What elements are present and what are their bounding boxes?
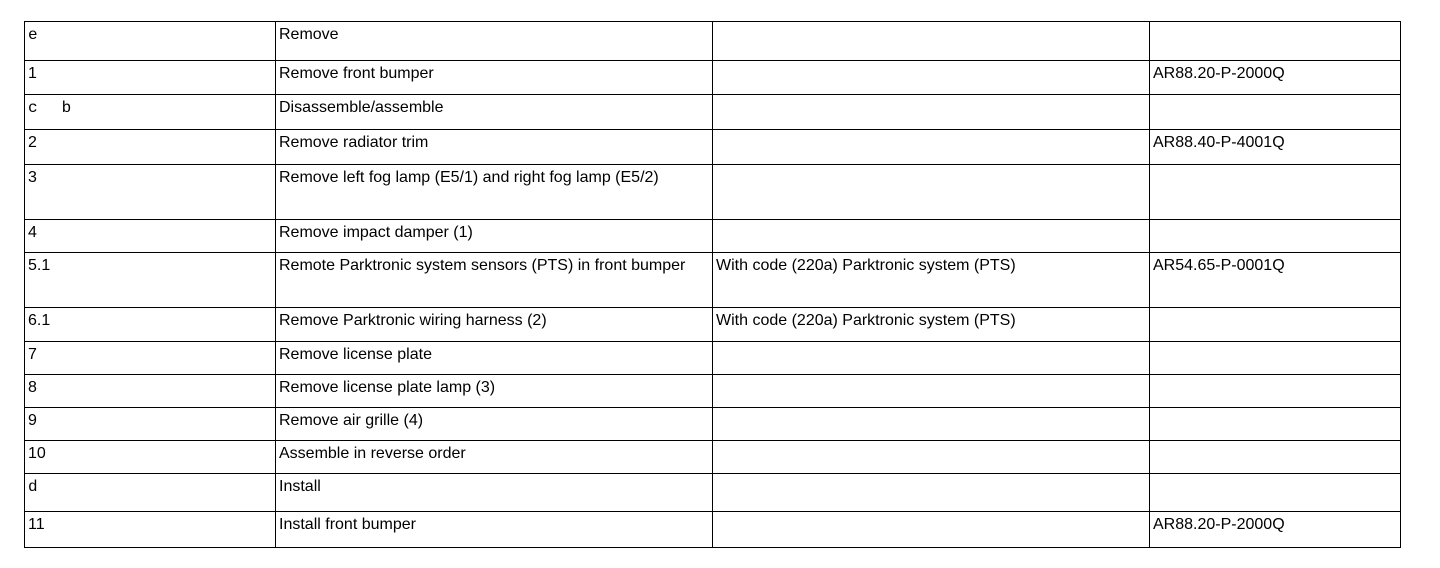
reference-link[interactable]: AR88.20-P-2000Q	[1150, 512, 1401, 548]
reference-link[interactable]: AR88.20-P-2000Q	[1150, 61, 1401, 95]
step-cell: 2	[25, 130, 276, 165]
table-row	[25, 165, 1401, 220]
table-row	[25, 95, 1401, 130]
condition-cell: With code (220a) Parktronic system (PTS)	[713, 308, 1150, 342]
action-cell: Remove	[276, 22, 713, 61]
condition-cell	[713, 95, 1150, 130]
action-cell: Remote Parktronic system sensors (PTS) in front bumper	[276, 253, 713, 308]
table-row	[25, 220, 1401, 253]
reference-cell	[1150, 308, 1401, 342]
reference-cell	[1150, 441, 1401, 474]
condition-cell	[713, 441, 1150, 474]
action-cell: Remove left fog lamp (E5/1) and right fog lamp (E5/2)	[276, 165, 713, 220]
reference-link[interactable]: AR54.65-P-0001Q	[1150, 253, 1401, 308]
step-cell: 1	[25, 61, 276, 95]
action-cell: Remove license plate lamp (3)	[276, 375, 713, 408]
condition-cell	[713, 408, 1150, 441]
condition-cell	[713, 512, 1150, 548]
step-symbol: c	[28, 99, 38, 117]
action-cell: Remove radiator trim	[276, 130, 713, 165]
step-symbol: e	[28, 26, 38, 44]
action-cell: Install	[276, 474, 713, 512]
step-cell: 3	[25, 165, 276, 220]
reference-cell	[1150, 408, 1401, 441]
step-cell: 11	[25, 512, 276, 548]
step-symbol: d	[28, 478, 38, 496]
condition-cell	[713, 220, 1150, 253]
reference-cell	[1150, 375, 1401, 408]
step-symbol: b	[61, 99, 72, 117]
step-cell: 8	[25, 375, 276, 408]
action-cell: Disassemble/assemble	[276, 95, 713, 130]
condition-cell	[713, 165, 1150, 220]
table-row	[25, 512, 1401, 548]
reference-cell	[1150, 342, 1401, 375]
reference-cell	[1150, 474, 1401, 512]
reference-cell	[1150, 22, 1401, 61]
table-row	[25, 22, 1401, 61]
condition-cell: With code (220a) Parktronic system (PTS)	[713, 253, 1150, 308]
step-cell: 7	[25, 342, 276, 375]
condition-cell	[713, 130, 1150, 165]
table-row	[25, 375, 1401, 408]
action-cell: Remove air grille (4)	[276, 408, 713, 441]
table-row	[25, 61, 1401, 95]
reference-cell	[1150, 220, 1401, 253]
step-cell	[25, 95, 276, 130]
step-cell	[25, 22, 276, 61]
condition-cell	[713, 342, 1150, 375]
reference-link[interactable]: AR88.40-P-4001Q	[1150, 130, 1401, 165]
condition-cell	[713, 61, 1150, 95]
action-cell: Remove impact damper (1)	[276, 220, 713, 253]
table-row	[25, 130, 1401, 165]
table-row	[25, 441, 1401, 474]
table-row	[25, 474, 1401, 512]
table-row	[25, 342, 1401, 375]
step-cell: 4	[25, 220, 276, 253]
table-row	[25, 408, 1401, 441]
step-cell	[25, 474, 276, 512]
action-cell: Remove front bumper	[276, 61, 713, 95]
condition-cell	[713, 375, 1150, 408]
step-cell: 9	[25, 408, 276, 441]
table-row	[25, 308, 1401, 342]
condition-cell	[713, 22, 1150, 61]
reference-cell	[1150, 165, 1401, 220]
table-row	[25, 253, 1401, 308]
reference-cell	[1150, 95, 1401, 130]
action-cell: Remove Parktronic wiring harness (2)	[276, 308, 713, 342]
condition-cell	[713, 474, 1150, 512]
step-cell: 6.1	[25, 308, 276, 342]
action-cell: Remove license plate	[276, 342, 713, 375]
step-cell: 10	[25, 441, 276, 474]
action-cell: Assemble in reverse order	[276, 441, 713, 474]
procedure-table	[24, 21, 1401, 548]
step-cell: 5.1	[25, 253, 276, 308]
action-cell: Install front bumper	[276, 512, 713, 548]
